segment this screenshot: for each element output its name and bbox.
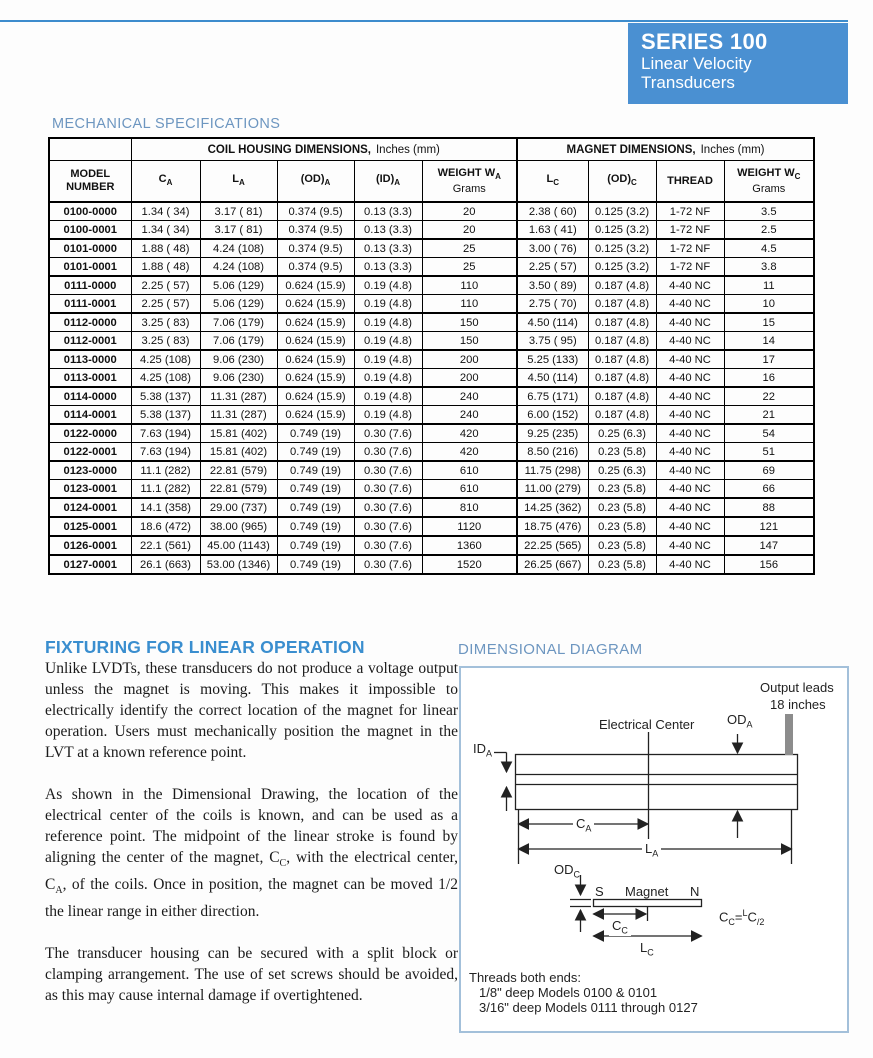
product-subtitle-line1: Linear Velocity <box>641 54 752 73</box>
table-row <box>49 369 814 388</box>
spec-cell: 420 <box>422 443 517 462</box>
spec-cell: 4.50 (114) <box>517 369 588 388</box>
coil-housing-group-header: COIL HOUSING DIMENSIONS, Inches (mm) <box>131 138 517 161</box>
spec-cell: 4-40 NC <box>656 498 724 517</box>
spec-cell: 9.06 (230) <box>200 369 277 388</box>
col-header-thread: THREAD <box>656 161 724 203</box>
spec-cell: 0.23 (5.8) <box>588 536 656 555</box>
col-header-odc: $(OD)_C$ <box>588 161 656 203</box>
model-number-cell: 0111-0001 <box>49 295 131 314</box>
spec-cell: 0.13 (3.3) <box>354 258 422 277</box>
spec-cell: 4.50 (114) <box>517 313 588 332</box>
spec-cell: 0.19 (4.8) <box>354 406 422 425</box>
spec-cell: 11.31 (287) <box>200 406 277 425</box>
spec-cell: 0.374 (9.5) <box>277 239 354 258</box>
spec-cell: 0.19 (4.8) <box>354 276 422 295</box>
series-title: SERIES 100 <box>641 29 768 54</box>
table-row <box>49 555 814 574</box>
spec-cell: 2.25 ( 57) <box>131 295 200 314</box>
spec-cell: 0.23 (5.8) <box>588 498 656 517</box>
spec-cell: 1120 <box>422 517 517 536</box>
spec-cell: 0.30 (7.6) <box>354 555 422 574</box>
spec-cell: 3.25 ( 83) <box>131 332 200 351</box>
spec-cell: 0.749 (19) <box>277 443 354 462</box>
spec-cell: 54 <box>724 424 814 443</box>
spec-cell: 0.187 (4.8) <box>588 387 656 406</box>
spec-cell: 4-40 NC <box>656 517 724 536</box>
spec-cell: 11.00 (279) <box>517 480 588 499</box>
spec-cell: 26.25 (667) <box>517 555 588 574</box>
spec-cell: 3.75 ( 95) <box>517 332 588 351</box>
threads-note-line2: 1/8" deep Models 0100 & 0101 <box>479 985 658 1000</box>
table-row <box>49 258 814 277</box>
c-c-label: $C_C$ <box>609 918 631 936</box>
spec-cell: 4-40 NC <box>656 350 724 369</box>
table-row <box>49 332 814 351</box>
spec-cell: 29.00 (737) <box>200 498 277 517</box>
spec-cell: 4-40 NC <box>656 387 724 406</box>
table-row <box>49 517 814 536</box>
series-banner <box>628 23 848 104</box>
spec-cell: 66 <box>724 480 814 499</box>
spec-cell: 4-40 NC <box>656 424 724 443</box>
spec-cell: 15 <box>724 313 814 332</box>
spec-cell: 0.13 (3.3) <box>354 202 422 221</box>
spec-cell: 11.31 (287) <box>200 387 277 406</box>
spec-table-body <box>49 202 814 574</box>
spec-cell: 16 <box>724 369 814 388</box>
spec-cell: 3.25 ( 83) <box>131 313 200 332</box>
spec-cell: 4.24 (108) <box>200 239 277 258</box>
spec-cell: 156 <box>724 555 814 574</box>
spec-cell: 18.6 (472) <box>131 517 200 536</box>
housing-outline <box>516 755 798 810</box>
spec-cell: 0.30 (7.6) <box>354 480 422 499</box>
spec-cell: 0.23 (5.8) <box>588 480 656 499</box>
table-row <box>49 406 814 425</box>
spec-cell: 0.624 (15.9) <box>277 332 354 351</box>
spec-cell: 38.00 (965) <box>200 517 277 536</box>
table-row <box>49 536 814 555</box>
magnet-label: Magnet <box>625 884 669 899</box>
spec-cell: 4-40 NC <box>656 369 724 388</box>
spec-cell: 4.25 (108) <box>131 369 200 388</box>
magnet-center-formula: $C_C=^LC_{/2}$ <box>719 908 765 927</box>
model-number-cell: 0122-0001 <box>49 443 131 462</box>
col-header-weight-a: WEIGHT $W_A$ Grams <box>422 161 517 203</box>
table-column-header-row <box>49 161 814 203</box>
spec-cell: 150 <box>422 313 517 332</box>
model-number-cell: 0101-0000 <box>49 239 131 258</box>
spec-cell: 4-40 NC <box>656 332 724 351</box>
threads-note <box>469 970 698 1015</box>
spec-cell: 3.5 <box>724 202 814 221</box>
l-c-label: $L_C$ <box>637 940 657 958</box>
spec-cell: 240 <box>422 387 517 406</box>
product-subtitle-line2: Transducers <box>641 73 735 92</box>
spec-cell: 20 <box>422 202 517 221</box>
spec-cell: 88 <box>724 498 814 517</box>
model-number-cell: 0112-0001 <box>49 332 131 351</box>
model-number-cell: 0100-0001 <box>49 221 131 240</box>
output-leads-label-line2: 18 inches <box>770 697 826 712</box>
spec-cell: 0.13 (3.3) <box>354 221 422 240</box>
spec-cell: 53.00 (1346) <box>200 555 277 574</box>
table-row <box>49 350 814 369</box>
col-header-model: MODEL NUMBER <box>49 161 131 203</box>
spec-cell: 0.125 (3.2) <box>588 239 656 258</box>
spec-cell: 0.25 (6.3) <box>588 461 656 480</box>
spec-cell: 1.63 ( 41) <box>517 221 588 240</box>
spec-cell: 1520 <box>422 555 517 574</box>
threads-note-line3: 3/16" deep Models 0111 through 0127 <box>479 1000 698 1015</box>
spec-cell: 4.24 (108) <box>200 258 277 277</box>
corner-cell <box>49 138 131 161</box>
lead-wire <box>785 714 793 755</box>
spec-cell: 5.06 (129) <box>200 295 277 314</box>
model-number-cell: 0123-0001 <box>49 480 131 499</box>
mechanical-specifications-title: MECHANICAL SPECIFICATIONS <box>52 116 281 132</box>
table-row <box>49 480 814 499</box>
spec-cell: 7.06 (179) <box>200 332 277 351</box>
spec-cell: 0.125 (3.2) <box>588 221 656 240</box>
spec-cell: 11 <box>724 276 814 295</box>
spec-cell: 0.30 (7.6) <box>354 536 422 555</box>
spec-cell: 0.30 (7.6) <box>354 498 422 517</box>
magnet-outline <box>594 900 702 907</box>
id-a-label: $ID_A$ <box>473 741 493 759</box>
table-row <box>49 387 814 406</box>
col-header-oda: $(OD)_A$ <box>277 161 354 203</box>
spec-cell: 0.19 (4.8) <box>354 387 422 406</box>
spec-cell: 7.63 (194) <box>131 424 200 443</box>
spec-cell: 0.125 (3.2) <box>588 258 656 277</box>
spec-cell: 0.25 (6.3) <box>588 424 656 443</box>
spec-cell: 5.38 (137) <box>131 406 200 425</box>
spec-cell: 1-72 NF <box>656 221 724 240</box>
spec-cell: 1-72 NF <box>656 202 724 221</box>
spec-cell: 0.23 (5.8) <box>588 443 656 462</box>
spec-cell: 5.38 (137) <box>131 387 200 406</box>
threads-note-line1: Threads both ends: <box>469 970 582 985</box>
model-number-cell: 0114-0000 <box>49 387 131 406</box>
spec-cell: 110 <box>422 276 517 295</box>
table-row <box>49 295 814 314</box>
spec-cell: 0.749 (19) <box>277 480 354 499</box>
output-leads-label-line1: Output leads <box>760 680 834 695</box>
spec-cell: 2.38 ( 60) <box>517 202 588 221</box>
spec-cell: 0.624 (15.9) <box>277 369 354 388</box>
spec-cell: 0.187 (4.8) <box>588 350 656 369</box>
spec-cell: 147 <box>724 536 814 555</box>
spec-cell: 150 <box>422 332 517 351</box>
model-number-cell: 0127-0001 <box>49 555 131 574</box>
table-row <box>49 443 814 462</box>
spec-cell: 0.624 (15.9) <box>277 295 354 314</box>
col-header-weight-c: WEIGHT $W_C$ Grams <box>724 161 814 203</box>
col-header-lc: $L_C$ <box>517 161 588 203</box>
spec-cell: 4-40 NC <box>656 295 724 314</box>
spec-cell: 0.19 (4.8) <box>354 350 422 369</box>
spec-cell: 3.17 ( 81) <box>200 221 277 240</box>
spec-cell: 420 <box>422 424 517 443</box>
spec-cell: 4-40 NC <box>656 276 724 295</box>
spec-cell: 3.17 ( 81) <box>200 202 277 221</box>
spec-cell: 0.19 (4.8) <box>354 332 422 351</box>
col-header-ca: $C_A$ <box>131 161 200 203</box>
spec-cell: 240 <box>422 406 517 425</box>
spec-cell: 5.25 (133) <box>517 350 588 369</box>
model-number-cell: 0125-0001 <box>49 517 131 536</box>
spec-cell: 22.81 (579) <box>200 480 277 499</box>
spec-cell: 1.88 ( 48) <box>131 239 200 258</box>
spec-cell: 22.25 (565) <box>517 536 588 555</box>
fixturing-paragraph-2: As shown in the Dimensional Drawing, the location of the electrical center of the coils is known, and can be used as a reference point. The midpoint of the linear stroke is found by aligning the center of the magnet, $C_C$, with the electrical center, $C_A$, of the coils. Once in position, the magnet can be moved 1/2 the linear range in either direction. <box>45 786 458 921</box>
spec-cell: 200 <box>422 369 517 388</box>
spec-cell: 0.13 (3.3) <box>354 239 422 258</box>
l-a-label: $L_A$ <box>642 841 661 859</box>
spec-cell: 2.25 ( 57) <box>131 276 200 295</box>
spec-cell: 610 <box>422 461 517 480</box>
spec-cell: 0.187 (4.8) <box>588 332 656 351</box>
model-number-cell: 0126-0001 <box>49 536 131 555</box>
spec-cell: 0.374 (9.5) <box>277 202 354 221</box>
spec-cell: 9.25 (235) <box>517 424 588 443</box>
spec-cell: 25 <box>422 258 517 277</box>
model-number-cell: 0124-0001 <box>49 498 131 517</box>
electrical-center-label: Electrical Center <box>599 717 695 732</box>
spec-cell: 1360 <box>422 536 517 555</box>
spec-cell: 0.187 (4.8) <box>588 369 656 388</box>
model-number-cell: 0113-0001 <box>49 369 131 388</box>
spec-cell: 9.06 (230) <box>200 350 277 369</box>
spec-cell: 2.25 ( 57) <box>517 258 588 277</box>
table-row <box>49 221 814 240</box>
spec-cell: 15.81 (402) <box>200 424 277 443</box>
header-rule <box>0 20 848 22</box>
table-row <box>49 202 814 221</box>
spec-cell: 10 <box>724 295 814 314</box>
spec-cell: 14.25 (362) <box>517 498 588 517</box>
model-number-cell: 0113-0000 <box>49 350 131 369</box>
c-a-label: $C_A$ <box>573 816 594 834</box>
spec-cell: 7.63 (194) <box>131 443 200 462</box>
spec-cell: 0.30 (7.6) <box>354 517 422 536</box>
spec-cell: 22 <box>724 387 814 406</box>
table-row <box>49 239 814 258</box>
spec-cell: 4-40 NC <box>656 555 724 574</box>
dimensional-diagram-title: DIMENSIONAL DIAGRAM <box>458 641 643 658</box>
spec-cell: 11.1 (282) <box>131 480 200 499</box>
spec-cell: 0.374 (9.5) <box>277 221 354 240</box>
spec-cell: 0.749 (19) <box>277 517 354 536</box>
spec-cell: 0.187 (4.8) <box>588 295 656 314</box>
spec-cell: 0.624 (15.9) <box>277 387 354 406</box>
spec-cell: 6.75 (171) <box>517 387 588 406</box>
model-number-cell: 0114-0001 <box>49 406 131 425</box>
spec-cell: 18.75 (476) <box>517 517 588 536</box>
table-row <box>49 313 814 332</box>
spec-cell: 1.34 ( 34) <box>131 221 200 240</box>
table-group-header-row <box>49 138 814 161</box>
spec-cell: 0.624 (15.9) <box>277 406 354 425</box>
fixturing-paragraph-3: The transducer housing can be secured with a split block or clamping arrangement. The use of set screws should be avoided, as this may cause internal damage if overtightened. <box>45 945 458 1005</box>
spec-cell: 0.187 (4.8) <box>588 313 656 332</box>
spec-cell: 11.1 (282) <box>131 461 200 480</box>
spec-cell: 0.624 (15.9) <box>277 276 354 295</box>
fixturing-title: FIXTURING FOR LINEAR OPERATION <box>45 637 365 657</box>
spec-cell: 0.749 (19) <box>277 555 354 574</box>
col-header-ida: $(ID)_A$ <box>354 161 422 203</box>
spec-cell: 21 <box>724 406 814 425</box>
spec-cell: 4.25 (108) <box>131 350 200 369</box>
spec-cell: 0.374 (9.5) <box>277 258 354 277</box>
spec-cell: 200 <box>422 350 517 369</box>
spec-cell: 0.19 (4.8) <box>354 313 422 332</box>
table-row <box>49 461 814 480</box>
spec-table <box>48 137 815 575</box>
spec-cell: 4-40 NC <box>656 313 724 332</box>
spec-cell: 1-72 NF <box>656 258 724 277</box>
spec-cell: 2.5 <box>724 221 814 240</box>
model-number-cell: 0111-0000 <box>49 276 131 295</box>
spec-cell: 0.187 (4.8) <box>588 276 656 295</box>
spec-cell: 22.81 (579) <box>200 461 277 480</box>
spec-cell: 0.125 (3.2) <box>588 202 656 221</box>
model-number-cell: 0101-0001 <box>49 258 131 277</box>
spec-cell: 2.75 ( 70) <box>517 295 588 314</box>
north-pole-label: N <box>690 884 700 899</box>
spec-cell: 1.34 ( 34) <box>131 202 200 221</box>
spec-cell: 3.8 <box>724 258 814 277</box>
spec-cell: 0.23 (5.8) <box>588 517 656 536</box>
spec-cell: 4-40 NC <box>656 536 724 555</box>
od-a-label: $OD_A$ <box>727 712 753 730</box>
spec-cell: 15.81 (402) <box>200 443 277 462</box>
table-row <box>49 276 814 295</box>
spec-cell: 0.624 (15.9) <box>277 313 354 332</box>
spec-cell: 14 <box>724 332 814 351</box>
spec-cell: 0.30 (7.6) <box>354 424 422 443</box>
spec-cell: 0.187 (4.8) <box>588 406 656 425</box>
spec-cell: 69 <box>724 461 814 480</box>
spec-cell: 0.749 (19) <box>277 536 354 555</box>
spec-cell: 0.30 (7.6) <box>354 443 422 462</box>
spec-cell: 4.5 <box>724 239 814 258</box>
spec-cell: 5.06 (129) <box>200 276 277 295</box>
col-header-la: $L_A$ <box>200 161 277 203</box>
spec-cell: 110 <box>422 295 517 314</box>
spec-cell: 0.19 (4.8) <box>354 295 422 314</box>
spec-cell: 1.88 ( 48) <box>131 258 200 277</box>
spec-cell: 22.1 (561) <box>131 536 200 555</box>
spec-cell: 1-72 NF <box>656 239 724 258</box>
spec-cell: 0.749 (19) <box>277 424 354 443</box>
spec-cell: 7.06 (179) <box>200 313 277 332</box>
model-number-cell: 0100-0000 <box>49 202 131 221</box>
table-row <box>49 498 814 517</box>
model-number-cell: 0112-0000 <box>49 313 131 332</box>
magnet-group-header: MAGNET DIMENSIONS, Inches (mm) <box>517 138 814 161</box>
spec-cell: 14.1 (358) <box>131 498 200 517</box>
model-number-cell: 0123-0000 <box>49 461 131 480</box>
spec-cell: 20 <box>422 221 517 240</box>
spec-cell: 11.75 (298) <box>517 461 588 480</box>
spec-cell: 810 <box>422 498 517 517</box>
dimensional-diagram <box>459 666 849 1033</box>
spec-cell: 121 <box>724 517 814 536</box>
od-c-label: $OD_C$ <box>554 862 580 880</box>
spec-cell: 0.30 (7.6) <box>354 461 422 480</box>
spec-cell: 0.749 (19) <box>277 461 354 480</box>
south-pole-label: S <box>595 884 604 899</box>
spec-cell: 51 <box>724 443 814 462</box>
spec-cell: 0.23 (5.8) <box>588 555 656 574</box>
spec-cell: 610 <box>422 480 517 499</box>
spec-cell: 26.1 (663) <box>131 555 200 574</box>
spec-cell: 4-40 NC <box>656 406 724 425</box>
table-row <box>49 424 814 443</box>
spec-cell: 6.00 (152) <box>517 406 588 425</box>
spec-cell: 3.50 ( 89) <box>517 276 588 295</box>
spec-cell: 45.00 (1143) <box>200 536 277 555</box>
spec-cell: 4-40 NC <box>656 443 724 462</box>
fixturing-body <box>45 658 458 1027</box>
spec-cell: 17 <box>724 350 814 369</box>
spec-cell: 3.00 ( 76) <box>517 239 588 258</box>
spec-cell: 8.50 (216) <box>517 443 588 462</box>
spec-cell: 0.749 (19) <box>277 498 354 517</box>
spec-cell: 4-40 NC <box>656 461 724 480</box>
spec-cell: 4-40 NC <box>656 480 724 499</box>
spec-cell: 0.19 (4.8) <box>354 369 422 388</box>
fixturing-paragraph-1: Unlike LVDTs, these transducers do not produce a voltage output unless the magnet is moving. This makes it impossible to electrically identify the correct location of the magnet for linear operation. Users must mechanically position the magnet in the LVT at a known reference point. <box>45 660 458 761</box>
spec-cell: 0.624 (15.9) <box>277 350 354 369</box>
model-number-cell: 0122-0000 <box>49 424 131 443</box>
spec-cell: 25 <box>422 239 517 258</box>
